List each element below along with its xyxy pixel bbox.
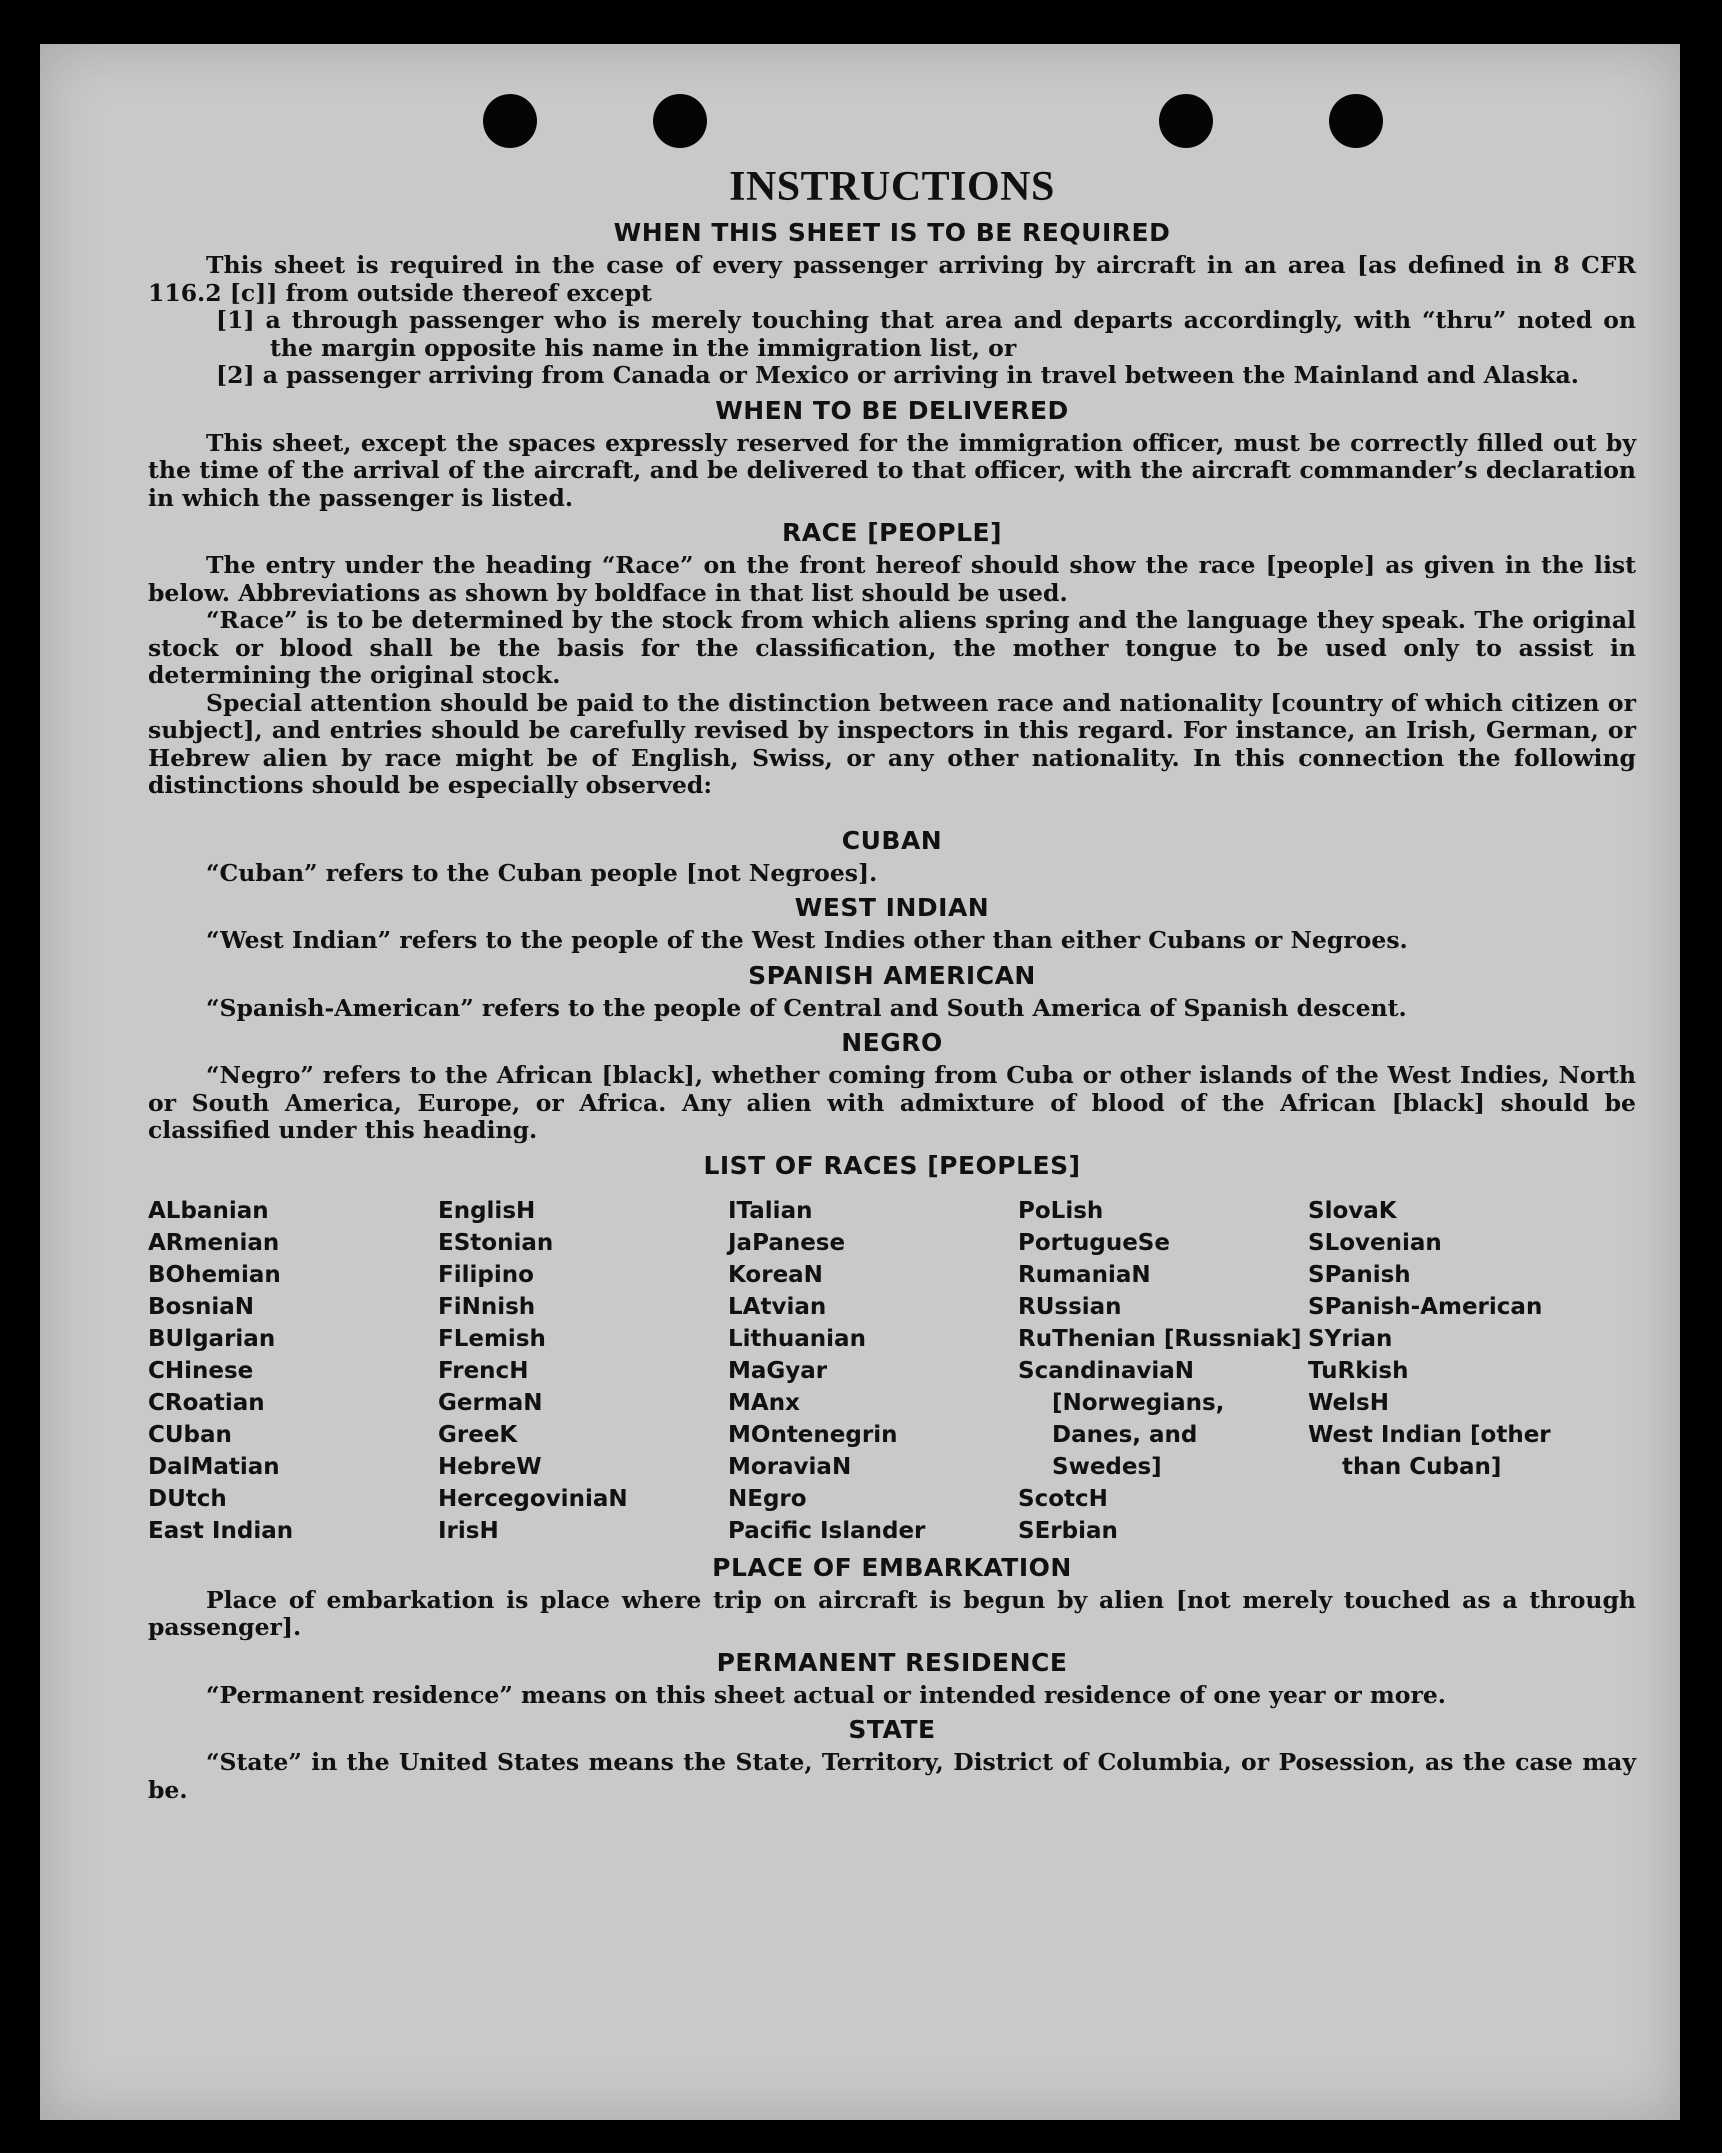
section-heading: WHEN THIS SHEET IS TO BE REQUIRED bbox=[613, 218, 1171, 247]
section-heading: CUBAN bbox=[841, 825, 943, 855]
race-item: LAtvian bbox=[728, 1293, 827, 1320]
race-item: ScandinaviaN [Norwegians, Danes, and Swedes] bbox=[1018, 1357, 1225, 1480]
section-heading: RACE [PEOPLE] bbox=[781, 518, 1003, 547]
race-item: SYrian bbox=[1308, 1325, 1393, 1352]
paragraph: This sheet is required in the case of every passenger arriving by aircraft in an area [as defined in 8 CFR 116.2 [c]] from outside thereof except bbox=[148, 251, 1636, 307]
punch-hole bbox=[1329, 94, 1383, 148]
races-column bbox=[438, 1195, 728, 1547]
paragraph: Place of embarkation is place where trip on aircraft is begun by alien [not merely touched as a through passenger]. bbox=[148, 1585, 1636, 1641]
race-item: DUtch bbox=[148, 1485, 227, 1512]
races-heading: LIST OF RACES [PEOPLES] bbox=[703, 1150, 1081, 1180]
page-title: INSTRUCTIONS bbox=[729, 164, 1055, 210]
punch-hole bbox=[1159, 94, 1213, 148]
race-item: Lithuanian bbox=[728, 1325, 866, 1352]
race-item: FLemish bbox=[438, 1325, 546, 1352]
race-item: SErbian bbox=[1018, 1517, 1118, 1544]
race-item: MOntenegrin bbox=[728, 1421, 898, 1448]
paragraph: “Negro” refers to the African [black], whether coming from Cuba or other islands of the West Indies, North or South America, Europe, or Africa. Any alien with admixture of blood of the African [black] should be classified under this heading. bbox=[148, 1061, 1636, 1144]
race-item: RumaniaN bbox=[1018, 1261, 1151, 1288]
race-item: WelsH bbox=[1308, 1389, 1389, 1416]
race-item: West Indian [other than Cuban] bbox=[1308, 1421, 1551, 1480]
race-item: CUban bbox=[148, 1421, 232, 1448]
race-item: SPanish-American bbox=[1308, 1293, 1543, 1320]
race-item: ITalian bbox=[728, 1197, 813, 1224]
race-item: FrencH bbox=[438, 1357, 529, 1384]
race-item: JaPanese bbox=[728, 1229, 846, 1256]
race-item: PortugueSe bbox=[1018, 1229, 1170, 1256]
section-heading: NEGRO bbox=[841, 1028, 943, 1057]
paragraph: “Race” is to be determined by the stock from which aliens spring and the language they speak. The original stock or blood shall be the basis for the classification, the mother tongue to be used only to assist in determining the original stock. bbox=[148, 606, 1636, 689]
race-item: PoLish bbox=[1018, 1197, 1104, 1224]
paragraph: “State” in the United States means the State, Territory, District of Columbia, or Posession, as the case may be. bbox=[148, 1748, 1636, 1804]
races-column bbox=[148, 1195, 438, 1547]
exception-item: [2] a passenger arriving from Canada or Mexico or arriving in travel between the Mainland and Alaska. bbox=[216, 361, 1579, 389]
races-column bbox=[728, 1195, 1018, 1547]
races-column bbox=[1308, 1195, 1608, 1547]
race-item: BOhemian bbox=[148, 1261, 281, 1288]
race-item: SLovenian bbox=[1308, 1229, 1442, 1256]
race-item: RuThenian [Russniak] bbox=[1018, 1325, 1302, 1352]
races-column bbox=[1018, 1195, 1308, 1547]
paragraph: This sheet, except the spaces expressly reserved for the immigration officer, must be correctly filled out by the time of the arrival of the aircraft, and be delivered to that officer, with the aircraft commander’s declaration in which the passenger is listed. bbox=[148, 428, 1636, 512]
race-item: MAnx bbox=[728, 1389, 800, 1416]
section-heading: WHEN TO BE DELIVERED bbox=[715, 395, 1069, 425]
document-sheet bbox=[40, 44, 1680, 2120]
race-item: MoraviaN bbox=[728, 1453, 852, 1480]
race-item: IrisH bbox=[438, 1517, 499, 1544]
section-heading: PERMANENT RESIDENCE bbox=[716, 1647, 1068, 1677]
race-item: MaGyar bbox=[728, 1357, 828, 1384]
race-item: RUssian bbox=[1018, 1293, 1122, 1320]
race-item: SlovaK bbox=[1308, 1197, 1397, 1224]
race-item: NEgro bbox=[728, 1485, 807, 1512]
race-item: BUlgarian bbox=[148, 1325, 276, 1352]
race-item: EnglisH bbox=[438, 1197, 536, 1224]
race-item: ARmenian bbox=[148, 1229, 280, 1256]
instructions-content bbox=[148, 162, 1636, 1804]
race-item: DalMatian bbox=[148, 1453, 280, 1480]
race-item: KoreaN bbox=[728, 1261, 823, 1288]
race-item: ALbanian bbox=[148, 1197, 269, 1224]
paragraph: Special attention should be paid to the distinction between race and nationality [country of which citizen or subject], and entries should be carefully revised by inspectors in this regard. For instance, an Irish, German, or Hebrew alien by race might be of English, Swiss, or any other nationality. In this connection the following distinctions should be especially observed: bbox=[148, 688, 1636, 799]
punch-hole bbox=[653, 94, 707, 148]
race-item: GreeK bbox=[438, 1421, 518, 1448]
race-item: Pacific Islander bbox=[728, 1517, 926, 1544]
races-list bbox=[148, 1195, 1636, 1547]
paragraph: “Spanish-American” refers to the people of Central and South America of Spanish descent. bbox=[206, 993, 1407, 1022]
section-heading: WEST INDIAN bbox=[794, 893, 990, 922]
race-item: BosniaN bbox=[148, 1293, 255, 1320]
paragraph: “Cuban” refers to the Cuban people [not Negroes]. bbox=[206, 858, 878, 887]
paragraph: “West Indian” refers to the people of the West Indies other than either Cubans or Negroes. bbox=[206, 926, 1408, 954]
exception-item: [1] a through passenger who is merely touching that area and departs accordingly, with “thru” noted on the margin opposite his name in the immigration list, or bbox=[216, 306, 1636, 362]
section-heading: SPANISH AMERICAN bbox=[748, 960, 1036, 990]
paragraph: “Permanent residence” means on this sheet actual or intended residence of one year or more. bbox=[206, 1680, 1446, 1709]
punch-hole bbox=[483, 94, 537, 148]
race-item: FiNnish bbox=[438, 1293, 536, 1320]
race-item: TuRkish bbox=[1308, 1357, 1409, 1384]
race-item: HebreW bbox=[438, 1453, 542, 1480]
race-item: East Indian bbox=[148, 1517, 294, 1544]
race-item: ScotcH bbox=[1018, 1485, 1108, 1512]
race-item: Filipino bbox=[438, 1261, 534, 1288]
race-item: HercegoviniaN bbox=[438, 1485, 628, 1512]
race-item: CRoatian bbox=[148, 1389, 265, 1416]
race-item: CHinese bbox=[148, 1357, 254, 1384]
section-heading: PLACE OF EMBARKATION bbox=[712, 1552, 1072, 1582]
race-item: EStonian bbox=[438, 1229, 554, 1256]
section-heading: STATE bbox=[848, 1715, 936, 1744]
paragraph: The entry under the heading “Race” on the front hereof should show the race [people] as given in the list below. Abbreviations as shown by boldface in that list should be used. bbox=[148, 551, 1636, 607]
race-item: GermaN bbox=[438, 1389, 543, 1416]
race-item: SPanish bbox=[1308, 1261, 1411, 1288]
